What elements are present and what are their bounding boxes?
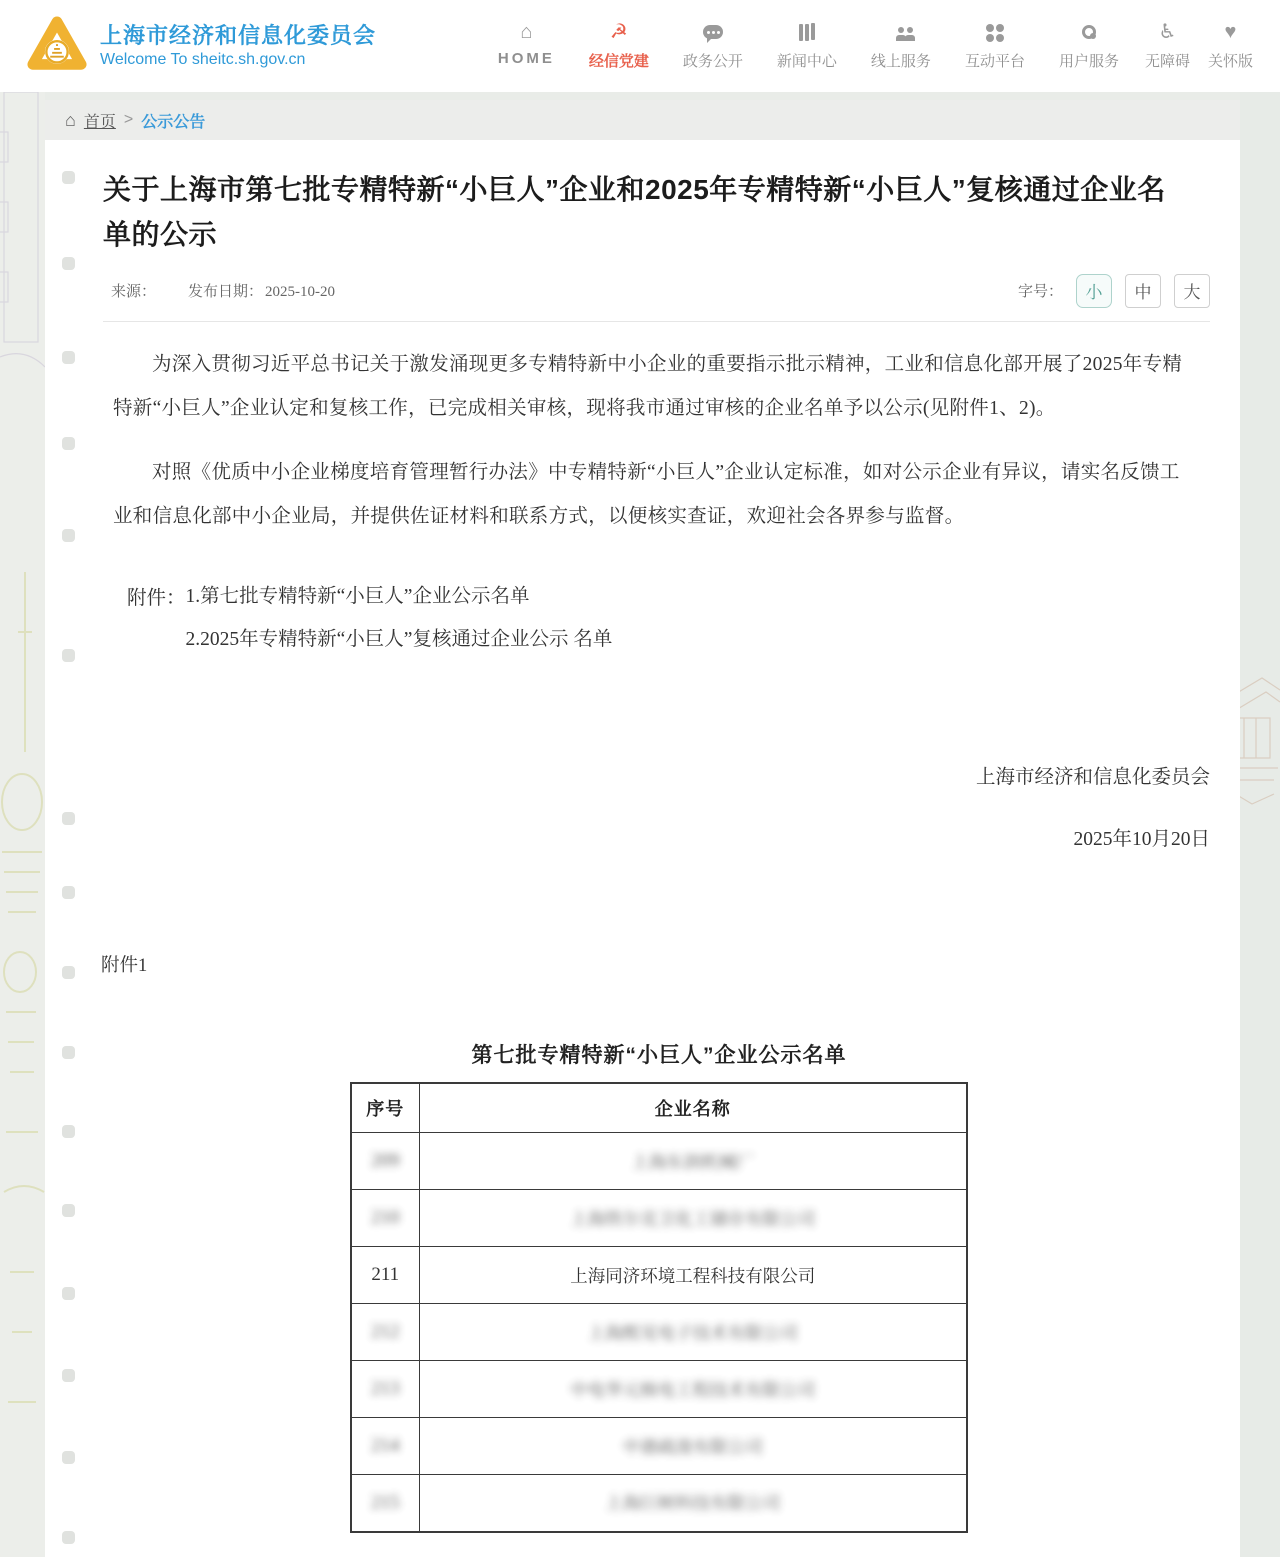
main-nav: [481, 15, 1262, 77]
edge-dot: [62, 257, 75, 270]
left-background-strip: [0, 92, 45, 1557]
row-name: 中港疏浚有限公司: [419, 1418, 967, 1475]
nav-item-label: 政务公开: [682, 53, 743, 70]
nav-item[interactable]: [1042, 15, 1136, 77]
edge-dot: [62, 812, 75, 825]
home-icon: ⌂: [65, 109, 76, 130]
breadcrumb-home-link[interactable]: 首页: [83, 113, 116, 131]
table-row: [351, 1247, 967, 1304]
party-icon: ☭: [609, 21, 628, 43]
nav-item-label: 关怀版: [1207, 53, 1253, 70]
font-size-button[interactable]: 大: [1174, 274, 1210, 308]
edge-dot: [62, 437, 75, 450]
date-value: 2025-10-20: [265, 284, 336, 301]
nav-item-label: 新闻中心: [776, 53, 837, 70]
article-meta: [111, 274, 1210, 308]
edge-dot: [62, 886, 75, 899]
nav-item[interactable]: [481, 15, 572, 73]
table-row: [351, 1133, 967, 1190]
breadcrumb-separator: >: [123, 111, 134, 128]
article: [45, 167, 1240, 1533]
right-background-strip: [1240, 92, 1280, 1557]
signature-org: 上海市经济和信息化委员会: [975, 766, 1210, 788]
row-name: 中电华元核电工程技术有限公司: [419, 1361, 967, 1418]
nav-item-label: 用户服务: [1058, 53, 1119, 70]
edge-dot: [62, 529, 75, 542]
company-table-body: [351, 1133, 967, 1532]
row-no: 214: [351, 1418, 419, 1475]
signature-block: [103, 761, 1210, 851]
breadcrumb-current[interactable]: 公示公告: [141, 113, 206, 131]
table-row: [351, 1304, 967, 1361]
font-size-label: 字号：: [1017, 283, 1063, 301]
body-paragraph: 为深入贯彻习近平总书记关于激发涌现更多专精特新中小企业的重要指示批示精神，工业和信息化部开展了2025年专精特新“小巨人”企业认定和复核工作，已完成相关审核，现将我市通过审核的企业名单予以公示(见附件1、2)。: [113, 353, 1183, 419]
nav-item[interactable]: [666, 15, 760, 77]
building-sketch-left-top: [0, 92, 45, 422]
body-paragraph: 对照《优质中小企业梯度培育管理暂行办法》中专精特新“小巨人”企业认定标准，如对公示企业有异议，请实名反馈工业和信息化部中小企业局，并提供佐证材料和联系方式，以便核实查证，欢迎社会各界参与监督。: [113, 462, 1180, 528]
row-no: 212: [351, 1304, 419, 1361]
nav-item[interactable]: [1199, 15, 1262, 77]
row-no: 211: [351, 1247, 419, 1304]
home-icon: ⌂: [520, 21, 533, 43]
edge-dot: [62, 1369, 75, 1382]
attachments-label: 附件：: [127, 588, 186, 610]
source-label: 来源：: [111, 283, 157, 301]
attachment-item[interactable]: 1.第七批专精特新“小巨人”企业公示名单: [185, 586, 530, 608]
breadcrumb: [45, 100, 1240, 140]
edge-dot: [62, 351, 75, 364]
nav-item-label: 互动平台: [964, 53, 1025, 70]
row-no: 210: [351, 1190, 419, 1247]
wheelchair-icon: ♿: [1158, 21, 1177, 43]
paragraphs: [103, 343, 1210, 540]
row-name: 上海铁尔克卫化工储存有限公司: [419, 1190, 967, 1247]
signature-date: 2025年10月20日: [1073, 828, 1210, 850]
users-icon: [896, 21, 906, 43]
nav-item[interactable]: [854, 15, 948, 77]
annex-label: 附件1: [101, 955, 148, 976]
page-title: 关于上海市第七批专精特新“小巨人”企业和2025年专精特新“小巨人”复核通过企业名单的公示: [103, 174, 1166, 251]
edge-dot: [62, 1125, 75, 1138]
chat-icon: [703, 21, 723, 43]
font-size-button[interactable]: 中: [1125, 274, 1161, 308]
nav-item-label: HOME: [497, 50, 555, 67]
site-name: 上海市经济和信息化委员会: [100, 23, 377, 49]
nav-item-label: 线上服务: [870, 53, 931, 70]
edge-dot: [62, 1204, 75, 1217]
nav-item[interactable]: [572, 15, 666, 77]
font-size-control: [1018, 274, 1210, 308]
row-name: 上海巨树科技有限公司: [419, 1475, 967, 1532]
row-no: 215: [351, 1475, 419, 1532]
meta-left: [111, 280, 335, 301]
nav-item[interactable]: [760, 15, 854, 77]
row-no: 209: [351, 1133, 419, 1190]
column-header-name: 企业名称: [419, 1083, 967, 1133]
publish-date: [188, 280, 335, 301]
site-subtitle: Welcome To sheitc.sh.gov.cn: [100, 50, 306, 68]
nav-item[interactable]: [1136, 15, 1199, 77]
content-panel: [45, 100, 1240, 1557]
table-row: [351, 1475, 967, 1532]
article-body: [103, 343, 1210, 1533]
dots-icon: [986, 21, 1004, 43]
edge-dot: [62, 1046, 75, 1059]
edge-dot: [62, 1451, 75, 1464]
table-title: 第七批专精特新“小巨人”企业公示名单: [471, 1043, 847, 1067]
company-table-head: [351, 1083, 967, 1133]
site-logo: [26, 15, 88, 77]
divider-line: [103, 321, 1210, 322]
edge-dot: [62, 649, 75, 662]
attachment-item[interactable]: 2.2025年专精特新“小巨人”复核通过企业公示 名单: [185, 629, 613, 651]
company-table: [350, 1082, 968, 1533]
care-icon: ♥: [1224, 21, 1237, 43]
table-row: [351, 1418, 967, 1475]
site-identity: [100, 22, 376, 70]
edge-dot: [62, 966, 75, 979]
books-icon: [799, 21, 815, 43]
tower-sketch-left: [0, 572, 45, 1472]
edge-dot: [62, 1531, 75, 1544]
nav-item-label: 无障碍: [1144, 53, 1190, 70]
nav-item[interactable]: [948, 15, 1042, 77]
table-row: [351, 1190, 967, 1247]
edge-dot: [62, 1287, 75, 1300]
row-name: 上海熙见电子技术有限公司: [419, 1304, 967, 1361]
font-size-button[interactable]: 小: [1076, 274, 1112, 308]
edge-dot: [62, 171, 75, 184]
headset-icon: [1082, 21, 1096, 43]
row-no: 213: [351, 1361, 419, 1418]
column-header-no: 序号: [351, 1083, 419, 1133]
attachments-block: [127, 582, 1210, 669]
row-name: 上海同济环境工程科技有限公司: [419, 1247, 967, 1304]
site-header: [0, 0, 1280, 92]
attachments-list: [186, 582, 613, 669]
nav-item-label: 经信党建: [588, 53, 649, 70]
table-row: [351, 1361, 967, 1418]
row-name: 上海东润机械厂: [419, 1133, 967, 1190]
date-label: 发布日期：: [188, 283, 264, 301]
